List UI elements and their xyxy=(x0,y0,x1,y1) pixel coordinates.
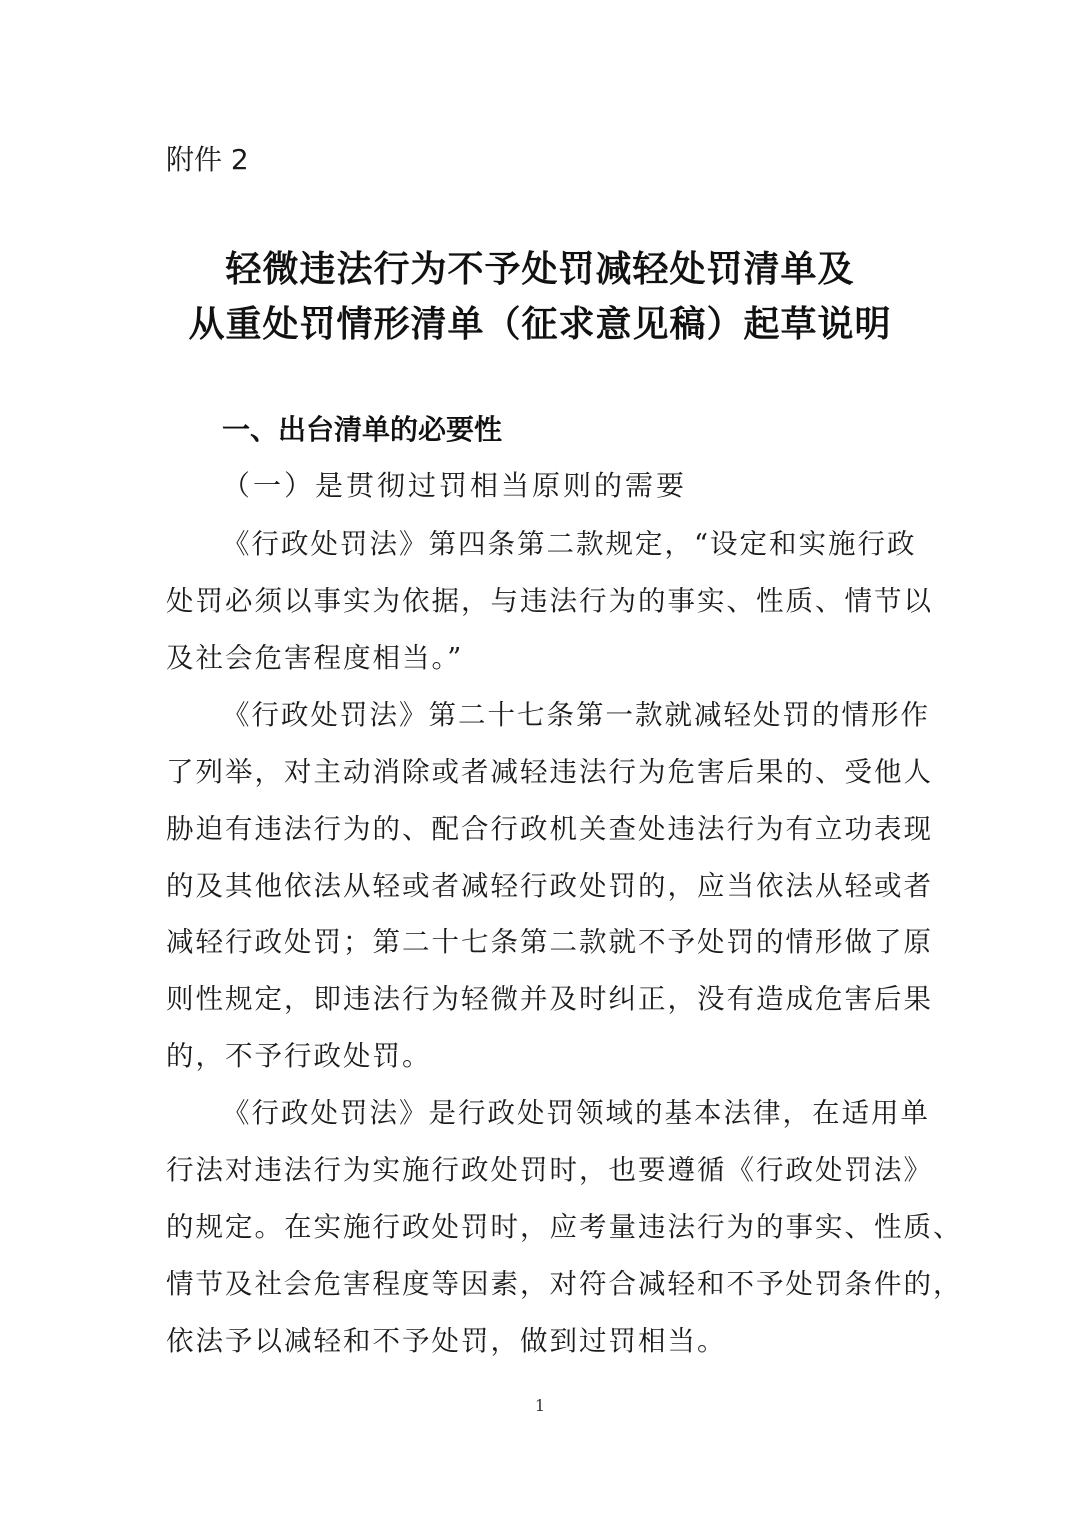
paragraph-line: 及社会危害程度相当。” xyxy=(166,642,464,674)
paragraph-line: 减轻行政处罚；第二十七条第二款就不予处罚的情形做了原 xyxy=(166,926,933,958)
paragraph-line: 的及其他依法从轻或者减轻行政处罚的，应当依法从轻或者 xyxy=(166,870,933,902)
paragraph-line: 行法对违法行为实施行政处罚时，也要遵循《行政处罚法》 xyxy=(166,1154,933,1186)
section-heading: 一、出台清单的必要性 xyxy=(222,413,503,446)
attachment-label: 附件 2 xyxy=(166,143,249,176)
paragraph-line: 的规定。在实施行政处罚时，应考量违法行为的事实、性质、 xyxy=(166,1211,963,1243)
document-title-line-2: 从重处罚情形清单（征求意见稿）起草说明 xyxy=(188,304,892,345)
paragraph-line: 《行政处罚法》第四条第二款规定，“设定和实施行政 xyxy=(222,528,917,560)
paragraph-line: 的，不予行政处罚。 xyxy=(166,1040,432,1072)
page-number: 1 xyxy=(534,1396,546,1415)
paragraph-line: 《行政处罚法》是行政处罚领域的基本法律，在适用单 xyxy=(222,1097,930,1129)
document-title-line-1: 轻微违法行为不予处罚减轻处罚清单及 xyxy=(225,249,855,290)
paragraph-line: 则性规定，即违法行为轻微并及时纠正，没有造成危害后果 xyxy=(166,983,933,1015)
subsection-heading: （一）是贯彻过罚相当原则的需要 xyxy=(222,469,688,502)
paragraph-line: 情节及社会危害程度等因素，对符合减轻和不予处罚条件的， xyxy=(166,1268,963,1300)
paragraph-line: 处罚必须以事实为依据，与违法行为的事实、性质、情节以 xyxy=(166,585,933,617)
paragraph-line: 依法予以减轻和不予处罚，做到过罚相当。 xyxy=(166,1325,727,1357)
paragraph-line: 《行政处罚法》第二十七条第一款就减轻处罚的情形作 xyxy=(222,699,930,731)
paragraph-line: 胁迫有违法行为的、配合行政机关查处违法行为有立功表现 xyxy=(166,813,933,845)
paragraph-line: 了列举，对主动消除或者减轻违法行为危害后果的、受他人 xyxy=(166,756,933,788)
